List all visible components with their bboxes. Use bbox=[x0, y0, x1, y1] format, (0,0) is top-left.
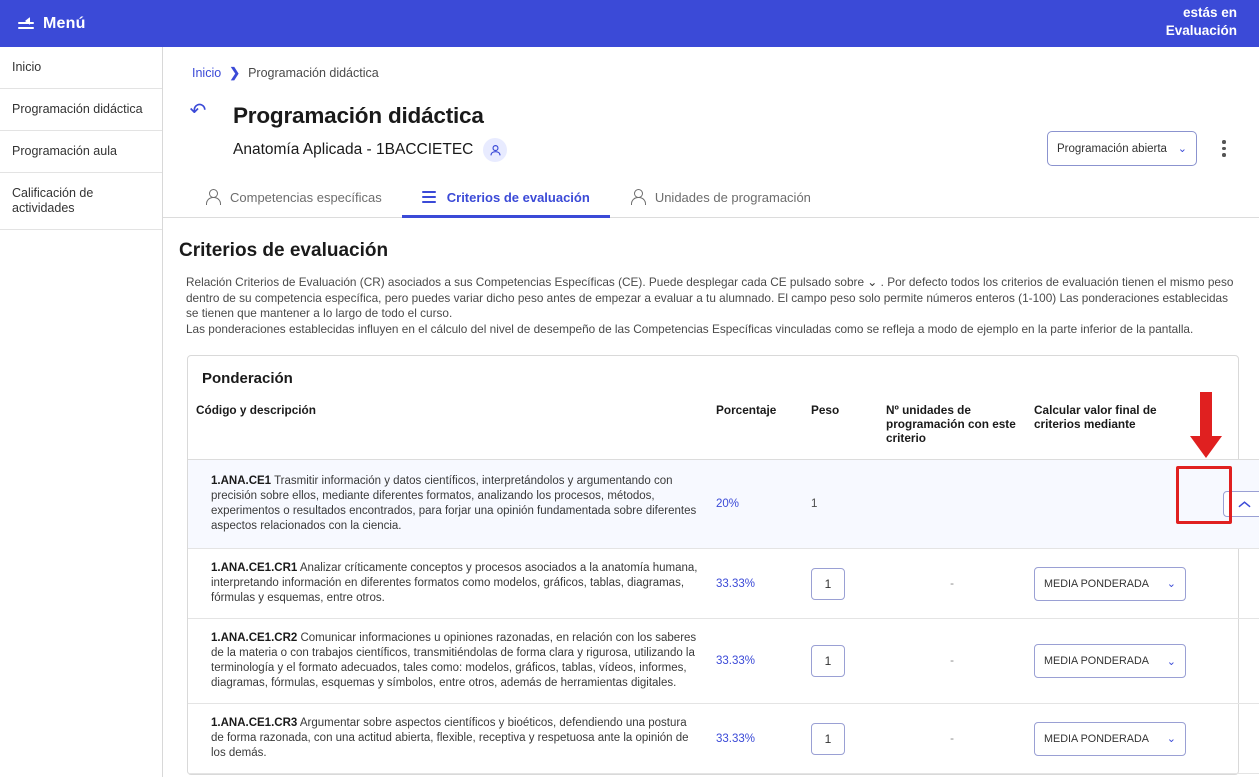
breadcrumb-separator-icon: ❯ bbox=[229, 65, 241, 80]
tab-bar bbox=[163, 178, 1259, 218]
cr-expand-cell bbox=[1211, 619, 1259, 704]
cr-description-cell bbox=[188, 619, 708, 704]
cr-expand-cell bbox=[1211, 704, 1259, 774]
kebab-dot bbox=[1222, 140, 1226, 144]
column-header-calcular: Calcular valor final de criterios mediante bbox=[1026, 397, 1211, 460]
person-icon bbox=[205, 189, 221, 205]
more-options-button[interactable] bbox=[1211, 131, 1237, 166]
list-icon bbox=[422, 189, 438, 205]
ponderacion-table bbox=[188, 397, 1259, 774]
cr-calcular-cell bbox=[1026, 704, 1211, 774]
cr-code: 1.ANA.CE1.CR1 bbox=[211, 562, 298, 574]
chevron-down-icon: ⌄ bbox=[1166, 733, 1176, 745]
top-bar bbox=[0, 0, 1259, 47]
peso-input[interactable] bbox=[811, 645, 845, 677]
status-line-1: estás en bbox=[1182, 5, 1237, 20]
cr-text: Analizar críticamente conceptos y procesos asociados a la anatomía humana, interpretando información en diferentes formatos como modelos, gráficos, tablas, diagramas, fórmulas y esquemas, entre otros. bbox=[211, 562, 698, 604]
tab-competencias-especificas[interactable] bbox=[185, 179, 402, 218]
programacion-status-value: Programación abierta bbox=[1057, 142, 1167, 155]
person-icon[interactable] bbox=[483, 138, 507, 162]
chevron-down-icon: ⌄ bbox=[1166, 578, 1176, 590]
sidebar-item-inicio[interactable]: Inicio bbox=[0, 47, 162, 89]
cr-expand-cell bbox=[1211, 549, 1259, 619]
calcular-value: MEDIA PONDERADA bbox=[1044, 732, 1149, 745]
cr-porcentaje: 33.33% bbox=[716, 732, 756, 745]
sidebar-item-programacion-didactica[interactable]: Programación didáctica bbox=[0, 89, 162, 131]
calcular-value: MEDIA PONDERADA bbox=[1044, 655, 1149, 667]
cr-unidades: - bbox=[950, 732, 954, 745]
table-row-cr bbox=[188, 549, 1259, 619]
card-title: Ponderación bbox=[202, 370, 293, 387]
ce-porcentaje: 20% bbox=[716, 498, 740, 510]
evaluation-status bbox=[1166, 4, 1237, 40]
tab-label: Competencias específicas bbox=[230, 189, 382, 205]
cr-porcentaje: 33.33% bbox=[716, 655, 756, 667]
section-description bbox=[186, 275, 1239, 337]
breadcrumb-home[interactable]: Inicio bbox=[192, 66, 222, 80]
menu-label: Menú bbox=[43, 14, 86, 32]
page-subtitle: Anatomía Aplicada - 1BACCIETEC bbox=[233, 141, 474, 158]
cr-peso-cell bbox=[803, 704, 878, 774]
kebab-dot bbox=[1222, 153, 1226, 157]
back-button[interactable]: ↶ bbox=[181, 93, 215, 127]
cr-calcular-cell bbox=[1026, 619, 1211, 704]
menu-collapse-icon bbox=[14, 16, 34, 31]
tab-label: Unidades de programación bbox=[654, 189, 811, 205]
ce-expand-cell bbox=[1211, 460, 1259, 549]
cr-calcular-cell bbox=[1026, 549, 1211, 619]
tab-criterios-evaluacion[interactable] bbox=[402, 179, 610, 218]
table-body bbox=[188, 460, 1259, 774]
sidebar-item-programacion-aula[interactable]: Programación aula bbox=[0, 131, 162, 173]
cr-text: Comunicar informaciones u opiniones razonadas, en relación con los saberes de la materia o con trabajos científicos, transmitiéndolas de forma clara y rigurosa, utilizando la terminología y el formato adecuados, tales como: modelos, gráficos, tablas, vídeos, informes, diagramas, fórmulas, esquemas y símbolos, entre otros, además de herramientas digitales. bbox=[211, 632, 697, 689]
collapse-toggle-button[interactable] bbox=[1223, 491, 1259, 517]
tab-unidades-programacion[interactable] bbox=[610, 179, 831, 218]
ce-unidades bbox=[878, 460, 1026, 549]
status-line-2: Evaluación bbox=[1165, 23, 1237, 38]
section-desc-part1: Relación Criterios de Evaluación (CR) asociados a sus Competencias Específicas (CE). Puede desplegar cada CE pulsado sobre bbox=[186, 275, 865, 289]
table-header bbox=[188, 397, 1259, 460]
calcular-value: MEDIA PONDERADA bbox=[1044, 577, 1149, 590]
column-header-expand bbox=[1211, 397, 1259, 460]
calcular-select[interactable] bbox=[1034, 722, 1186, 756]
chevron-down-icon: ⌄ bbox=[867, 275, 878, 289]
cr-code: 1.ANA.CE1.CR3 bbox=[211, 717, 298, 729]
column-header-descripcion: Código y descripción bbox=[188, 397, 708, 460]
tab-label: Criterios de evaluación bbox=[446, 189, 590, 205]
ce-peso: 1 bbox=[811, 498, 818, 510]
cr-description-cell bbox=[188, 704, 708, 774]
breadcrumb bbox=[163, 47, 1259, 81]
ponderacion-card bbox=[187, 355, 1239, 775]
cr-peso-cell bbox=[803, 549, 878, 619]
cr-code: 1.ANA.CE1.CR2 bbox=[211, 632, 298, 644]
menu-button[interactable] bbox=[14, 15, 86, 33]
table-row-ce bbox=[188, 460, 1259, 549]
column-header-peso: Peso bbox=[803, 397, 878, 460]
kebab-dot bbox=[1222, 147, 1226, 151]
sidebar bbox=[0, 47, 163, 777]
ce-text: Trasmitir información y datos científicos, interpretándolos y argumentando con precisión sobre ellos, mediante diferentes formatos, analizando los procesos, métodos, experimentos o resultados encontrados, para forjar una opinión fundamentada sobre diferentes aspectos relacionados con la ciencia. bbox=[211, 475, 697, 532]
programacion-status-select[interactable] bbox=[1047, 131, 1197, 166]
chevron-down-icon: ⌄ bbox=[1177, 143, 1187, 155]
calcular-select[interactable] bbox=[1034, 567, 1186, 601]
page-header bbox=[163, 81, 1259, 162]
sidebar-item-calificacion-actividades[interactable]: Calificación de actividades bbox=[0, 173, 162, 230]
breadcrumb-current: Programación didáctica bbox=[248, 66, 379, 80]
section-desc-part3: Las ponderaciones establecidas influyen en el cálculo del nivel de desempeño de las Competencias Específicas vinculadas como se refleja a modo de ejemplo en la parte inferior de la pantalla. bbox=[186, 321, 1194, 336]
cr-text: Argumentar sobre aspectos científicos y bioéticos, defendiendo una postura de forma razonada, con una actitud abierta, flexible, receptiva y respetuosa ante la opinión de los demás. bbox=[211, 717, 689, 759]
column-header-unidades: Nº unidades de programación con este criterio bbox=[878, 397, 1026, 460]
ce-code: 1.ANA.CE1 bbox=[211, 475, 272, 487]
cr-porcentaje: 33.33% bbox=[716, 577, 756, 590]
table-row-cr bbox=[188, 704, 1259, 774]
cr-description-cell bbox=[188, 549, 708, 619]
column-header-porcentaje: Porcentaje bbox=[708, 397, 803, 460]
chevron-down-icon: ⌄ bbox=[1166, 655, 1176, 668]
cr-peso-cell bbox=[803, 619, 878, 704]
calcular-select[interactable] bbox=[1034, 644, 1186, 678]
ce-description-cell bbox=[188, 460, 708, 549]
section-desc-part2: . Por defecto todos los criterios de evaluación tienen el mismo peso dentro de su competencia específica, pero puedes variar dicho peso antes de empezar a evaluar a tu alumnado. El campo peso solo permite números enteros (1-100) Las ponderaciones establecidas se tienen que mantener a lo largo de todo el curso. bbox=[186, 275, 1234, 320]
table-row-cr bbox=[188, 619, 1259, 704]
peso-input[interactable] bbox=[811, 568, 845, 600]
person-icon bbox=[630, 189, 646, 205]
page-title: Programación didáctica bbox=[233, 103, 484, 128]
peso-input[interactable] bbox=[811, 723, 845, 755]
ce-calcular bbox=[1026, 460, 1211, 549]
cr-unidades: - bbox=[950, 577, 954, 590]
main-content bbox=[163, 47, 1259, 777]
section-title: Criterios de evaluación bbox=[179, 240, 389, 261]
cr-unidades: - bbox=[950, 655, 954, 667]
